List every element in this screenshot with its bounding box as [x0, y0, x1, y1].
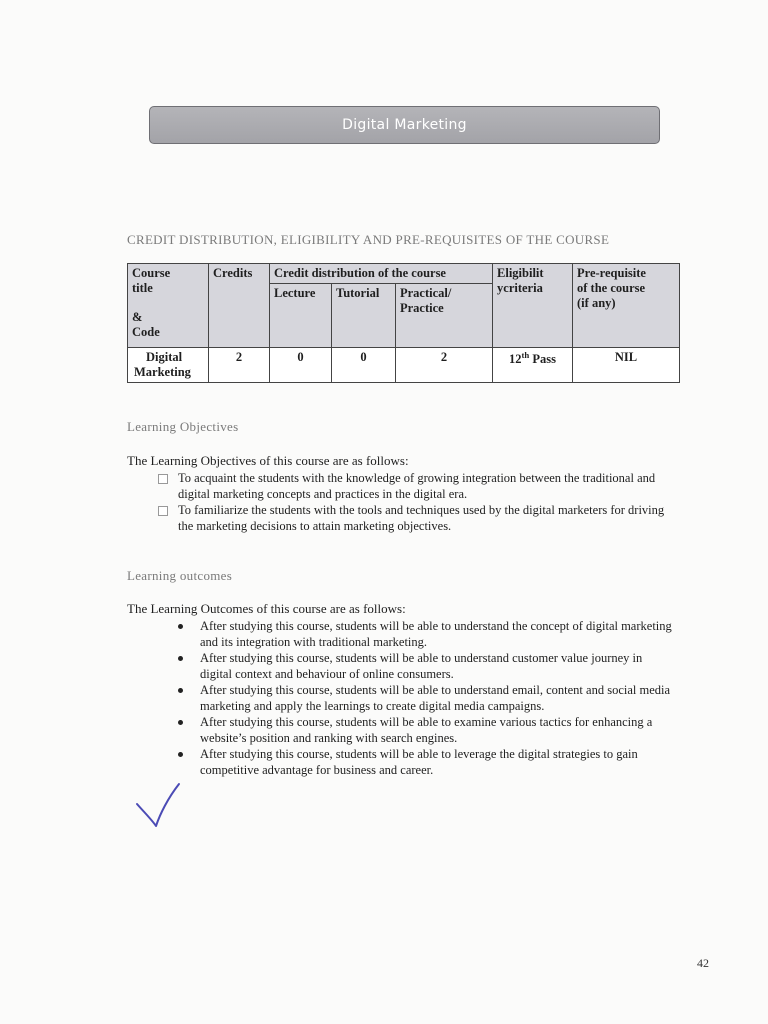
cell-credits: 2: [209, 348, 270, 383]
cell-prerequisite: NIL: [573, 348, 680, 383]
header-tutorial: Tutorial: [332, 284, 396, 348]
header-lecture: Lecture: [270, 284, 332, 348]
cell-course-name: Digital Marketing: [128, 348, 209, 383]
checkbox-bullet-icon: [158, 474, 168, 484]
credit-distribution-table: [127, 263, 680, 383]
course-title: Digital Marketing: [342, 117, 467, 133]
header-eligibility: Eligibilit ycriteria: [493, 264, 573, 348]
header-prerequisite: Pre-requisite of the course (if any): [573, 264, 680, 348]
list-item: After studying this course, students will be able to understand customer value journey in digital context and behaviour of online consumers.: [176, 650, 676, 682]
bullet-icon: [178, 624, 183, 629]
list-item: To acquaint the students with the knowledge of growing integration between the traditional and digital marketing concepts and practices in the digital era.: [156, 470, 676, 502]
handwritten-check-mark-icon: [134, 780, 186, 832]
learning-outcomes-list: [176, 618, 676, 778]
learning-outcomes-title: Learning outcomes: [127, 568, 233, 583]
credit-section-heading: CREDIT DISTRIBUTION, ELIGIBILITY AND PRE-REQUISITES OF THE COURSE: [127, 232, 610, 247]
list-item: To familiarize the students with the tools and techniques used by the digital marketers for driving the marketing decisions to attain marketing objectives.: [156, 502, 676, 534]
cell-practical: 2: [396, 348, 493, 383]
checkbox-bullet-icon: [158, 506, 168, 516]
page-number: 42: [697, 956, 709, 970]
learning-objectives-title: Learning Objectives: [127, 419, 239, 434]
header-credits: Credits: [209, 264, 270, 348]
header-credit-distribution: Credit distribution of the course: [270, 264, 493, 284]
header-practical: Practical/ Practice: [396, 284, 493, 348]
cell-lecture: 0: [270, 348, 332, 383]
course-title-banner: [149, 106, 660, 144]
header-course-title: Course title & Code: [128, 264, 209, 348]
list-item: After studying this course, students will be able to examine various tactics for enhancing a website’s position and ranking with search engines.: [176, 714, 676, 746]
table-row: [128, 348, 680, 383]
learning-objectives-intro: The Learning Objectives of this course are as follows:: [127, 453, 409, 468]
cell-eligibility: 12th Pass: [493, 348, 573, 383]
learning-outcomes-intro: The Learning Outcomes of this course are as follows:: [127, 601, 406, 616]
bullet-icon: [178, 688, 183, 693]
list-item: After studying this course, students will be able to understand the concept of digital marketing and its integration with traditional marketing.: [176, 618, 676, 650]
bullet-icon: [178, 720, 183, 725]
bullet-icon: [178, 656, 183, 661]
table-header-row: [128, 264, 680, 284]
bullet-icon: [178, 752, 183, 757]
list-item: After studying this course, students will be able to understand email, content and social media marketing and apply the learnings to create digital media campaigns.: [176, 682, 676, 714]
cell-tutorial: 0: [332, 348, 396, 383]
learning-objectives-list: [156, 470, 676, 534]
list-item: After studying this course, students will be able to leverage the digital strategies to gain competitive advantage for business and career.: [176, 746, 676, 778]
